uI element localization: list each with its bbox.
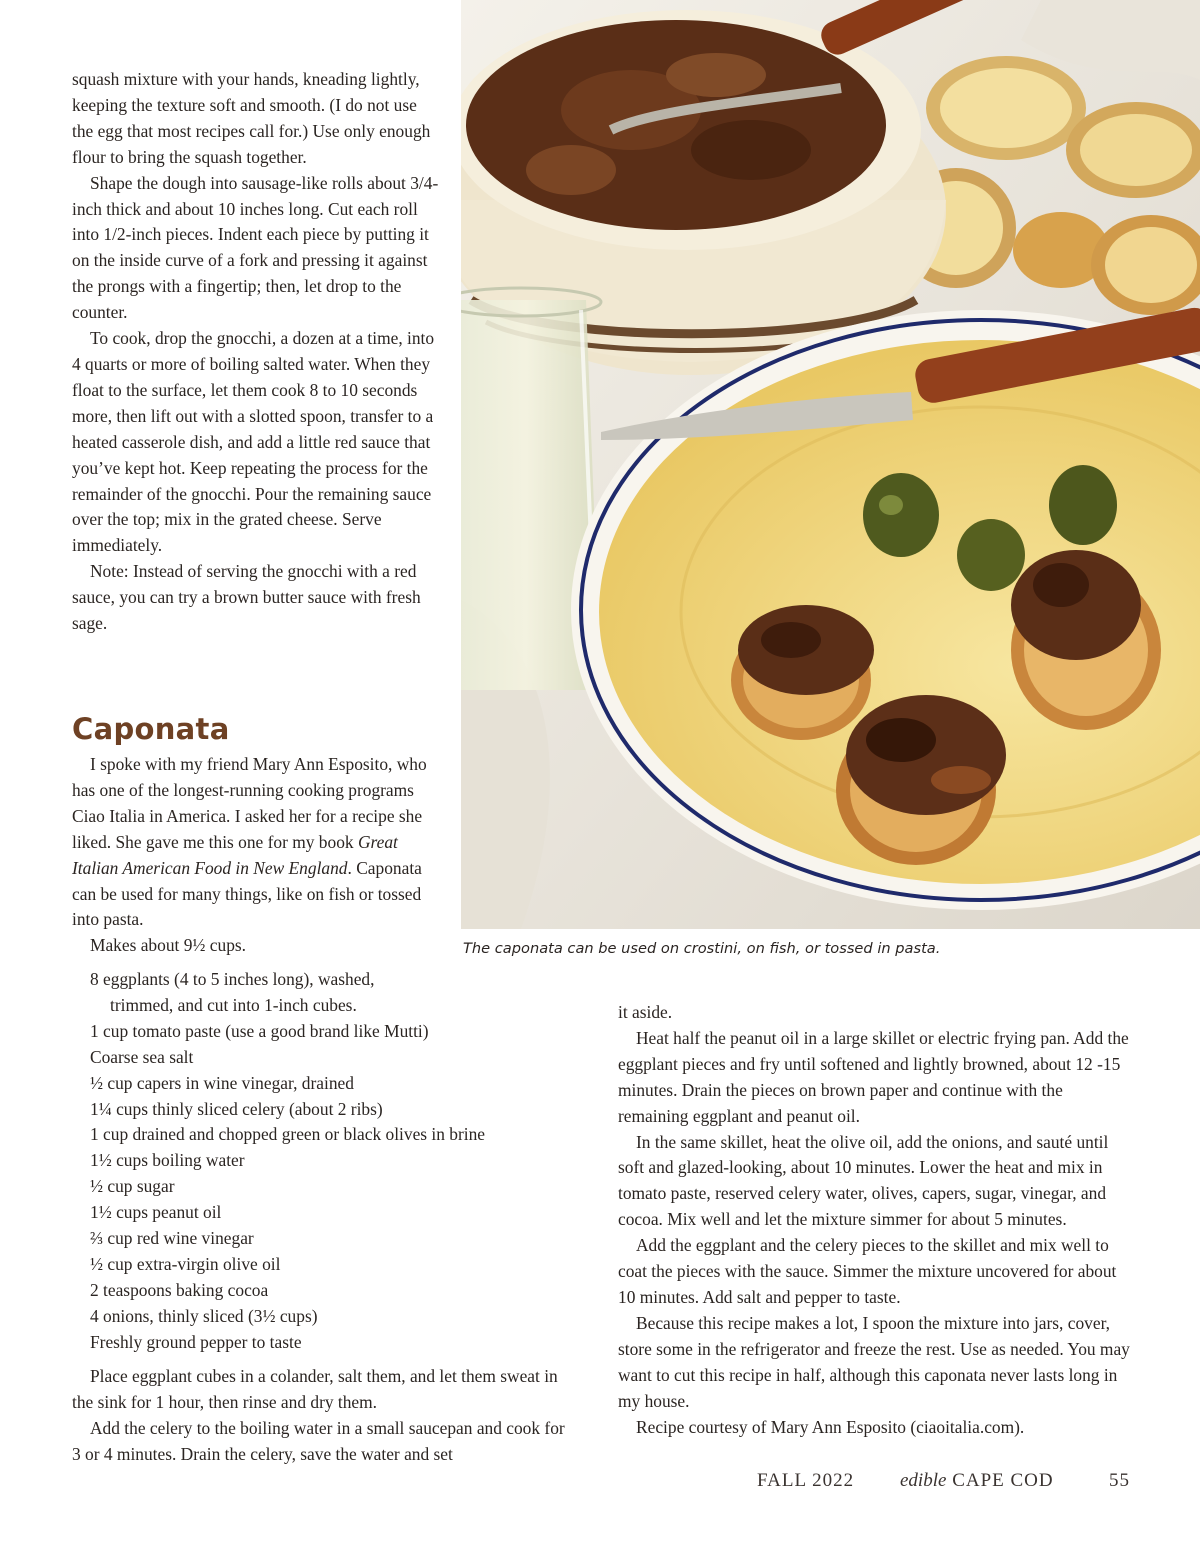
step-paragraph: Place eggplant cubes in a colander, salt them, and let them sweat in the sink for 1 hour, then rinse and dry them. <box>72 1366 558 1412</box>
issue-label: FALL 2022 <box>757 1470 855 1491</box>
book-title: Great Italian American Food in New England <box>72 831 398 878</box>
ingredient-item: Freshly ground pepper to taste <box>90 1331 302 1352</box>
recipe-title: Caponata <box>72 712 230 746</box>
ingredient-item: 8 eggplants (4 to 5 inches long), washed, trimmed, and cut into 1-inch cubes. <box>90 969 375 1015</box>
step-paragraph: In the same skillet, heat the olive oil, add the onions, and sauté until soft and glazed-looking, about 10 minutes. Lower the heat and mix in tomato paste, reserved celery water, olives, capers, sugar, vinegar, and cocoa. Mix well and let the mixture simmer for about 5 minutes. <box>618 1131 1109 1230</box>
paragraph: squash mixture with your hands, kneading lightly, keeping the texture soft and smooth. (I do not use the egg that most recipes call for.) Use only enough flour to bring the squash together. <box>72 69 431 167</box>
recipe-steps-right <box>618 1000 1133 1440</box>
paragraph: To cook, drop the gnocchi, a dozen at a time, into 4 quarts or more of boiling salted water. When they float to the surface, let them cook 8 to 10 seconds more, then lift out with a slotted spoon, transfer to a heated casserole dish, and add a little red sauce that you’ve kept hot. Keep repeating the process for the remainder of the gnocchi. Pour the remaining sauce over the top; mix in the grated cheese. Serve immediately. <box>72 328 435 556</box>
step-paragraph: Add the celery to the boiling water in a small saucepan and cook for 3 or 4 minutes. Drain the celery, save the water and set <box>72 1417 565 1464</box>
ingredient-item: 1 cup tomato paste (use a good brand like Mutti) <box>90 1020 429 1041</box>
ingredient-item: 1 cup drained and chopped green or black olives in brine <box>90 1124 486 1145</box>
ingredient-list <box>90 967 610 1356</box>
ingredient-item: 4 onions, thinly sliced (3½ cups) <box>90 1305 318 1326</box>
paragraph: Note: Instead of serving the gnocchi with a red sauce, you can try a brown butter sauce with fresh sage. <box>72 561 421 634</box>
recipe-yield: Makes about 9½ cups. <box>90 935 247 956</box>
ingredient-item: 2 teaspoons baking cocoa <box>90 1279 269 1300</box>
ingredient-item: ½ cup extra-virgin olive oil <box>90 1253 281 1274</box>
page-number: 55 <box>1109 1470 1130 1491</box>
photo-caption: The caponata can be used on crostini, on fish, or tossed in pasta. <box>463 940 941 957</box>
step-paragraph: Add the eggplant and the celery pieces to the skillet and mix well to coat the pieces with the sauce. Simmer the mixture uncovered for about 10 minutes. Add salt and pepper to taste. <box>618 1235 1117 1307</box>
intro-text: I spoke with my friend Mary Ann Esposito, who has one of the longest-running cooking programs Ciao Italia in America. I asked her for a recipe she liked. She gave me this one for my book <box>72 754 427 852</box>
step-paragraph: Recipe courtesy of Mary Ann Esposito (ciaoitalia.com). <box>636 1416 1025 1437</box>
intro-text-end: . Caponata can be used for many things, like on fish or tossed into pasta. <box>72 857 422 930</box>
step-paragraph: Because this recipe makes a lot, I spoon the mixture into jars, cover, store some in the refrigerator and freeze the rest. Use as needed. You may want to cut this recipe in half, although this caponata never lasts long in my house. <box>618 1312 1130 1411</box>
step-continuation: it aside. <box>618 1002 673 1022</box>
ingredient-item: ½ cup sugar <box>90 1176 175 1197</box>
step-paragraph: Heat half the peanut oil in a large skillet or electric frying pan. Add the eggplant pieces and fry until softened and lightly browned, about 12 -15 minutes. Drain the pieces on brown paper and continue with the remaining eggplant and peanut oil. <box>618 1027 1129 1126</box>
recipe-steps-left <box>72 1364 567 1468</box>
ingredient-item: ⅔ cup red wine vinegar <box>90 1228 254 1249</box>
page-footer <box>757 1470 1132 1500</box>
ingredient-item: Coarse sea salt <box>90 1046 194 1067</box>
paragraph: Shape the dough into sausage-like rolls about 3/4-inch thick and about 10 inches long. Cut each roll into 1/2-inch pieces. Indent each piece by putting it on the inside curve of a fork and pressing it against the prongs with a fingertip; then, let drop to the counter. <box>72 172 439 323</box>
magazine-name-italic: edible <box>900 1470 947 1491</box>
ingredient-item: 1½ cups peanut oil <box>90 1202 222 1223</box>
ingredient-item: 1½ cups boiling water <box>90 1150 245 1171</box>
caponata-photo <box>461 0 1200 929</box>
ingredient-item: ½ cup capers in wine vinegar, drained <box>90 1072 354 1093</box>
gnocchi-continued-text <box>72 67 442 637</box>
magazine-name <box>900 1470 1054 1492</box>
magazine-name-rest: CAPE COD <box>946 1470 1054 1491</box>
ingredient-item: 1¼ cups thinly sliced celery (about 2 ribs) <box>90 1098 383 1119</box>
intro-paragraph <box>72 752 442 933</box>
recipe-intro <box>72 752 442 959</box>
